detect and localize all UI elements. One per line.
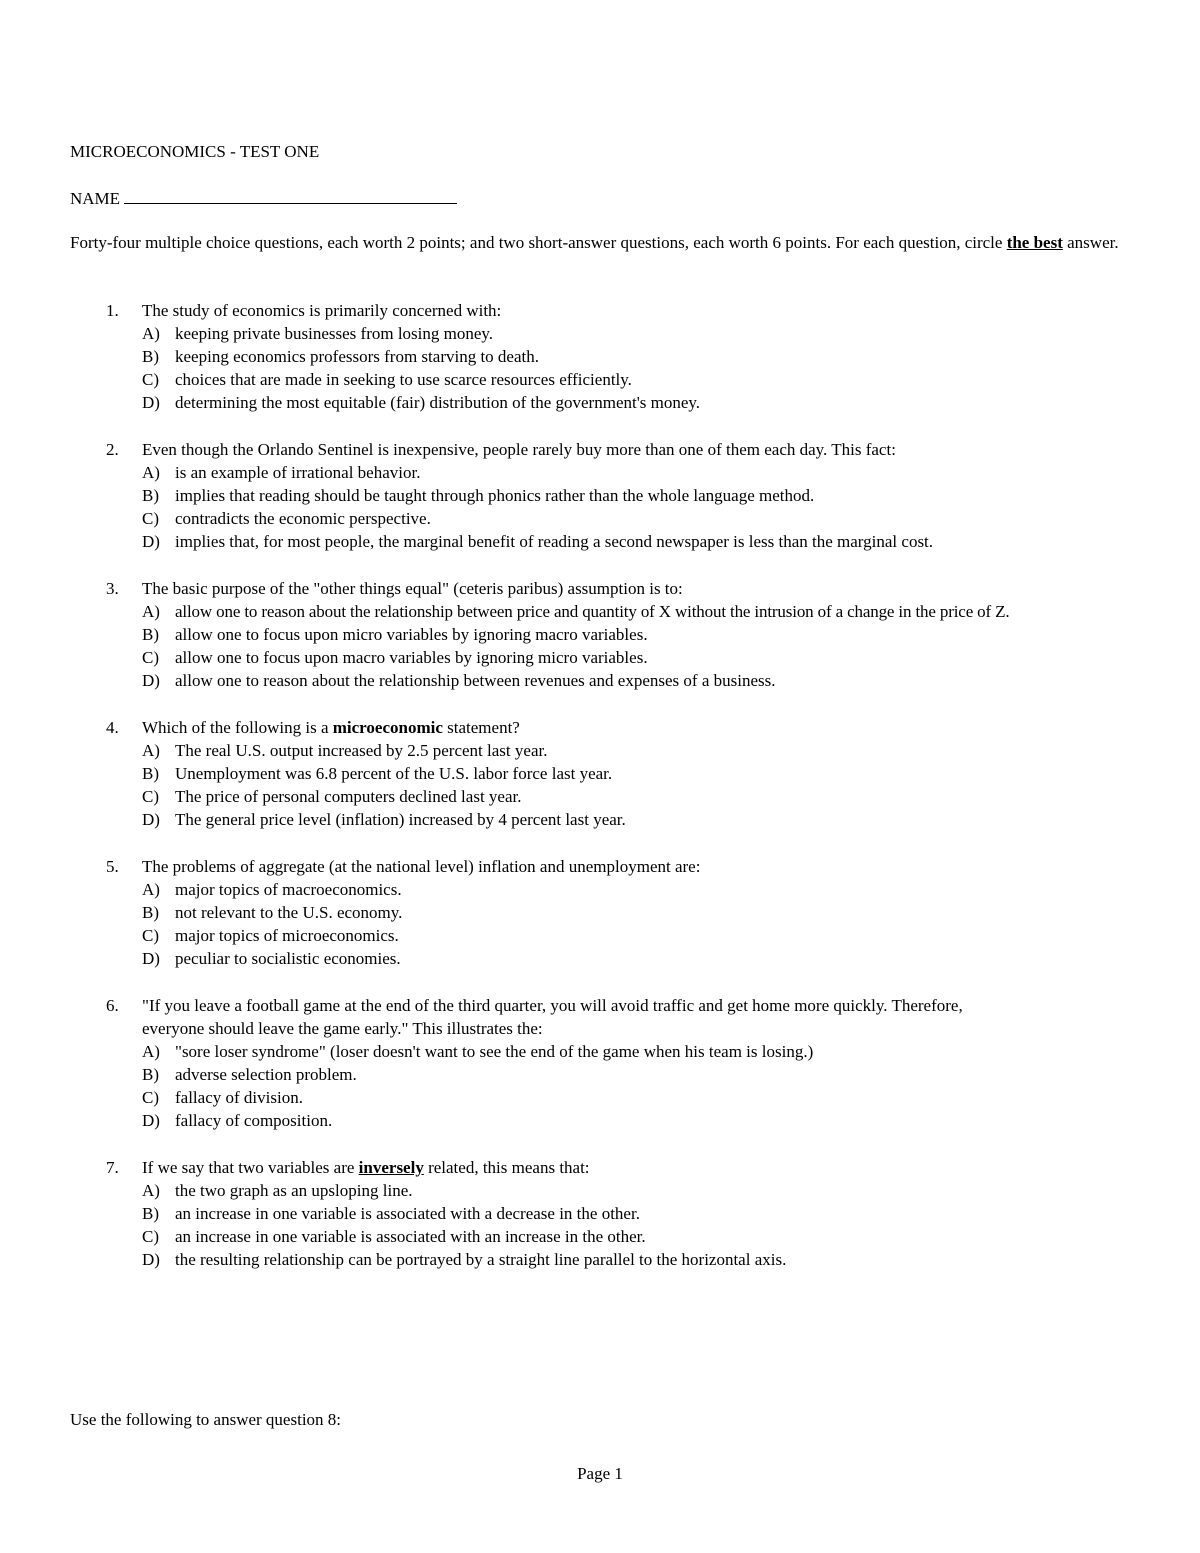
instructions-emphasis: the best xyxy=(1006,233,1063,252)
option-a xyxy=(70,600,1180,623)
option-text: contradicts the economic perspective. xyxy=(175,509,431,528)
option-a xyxy=(70,739,1180,762)
option-letter: D) xyxy=(142,810,160,829)
option-letter: D) xyxy=(142,949,160,968)
option-letter: A) xyxy=(142,741,160,760)
question-4 xyxy=(70,716,1180,831)
option-c xyxy=(70,924,1180,947)
question-5 xyxy=(70,855,1180,970)
option-letter: C) xyxy=(142,926,159,945)
question-number: 2. xyxy=(106,440,119,459)
option-d xyxy=(70,1109,1180,1132)
option-text: allow one to reason about the relationship between revenues and expenses of a business. xyxy=(175,671,776,690)
option-text: implies that, for most people, the marginal benefit of reading a second newspaper is less than the marginal cost. xyxy=(175,532,934,551)
stem-keyword: microeconomic xyxy=(332,718,443,737)
option-c xyxy=(70,368,1180,391)
question-stem: The study of economics is primarily concerned with: xyxy=(142,301,502,320)
test-title: MICROECONOMICS - TEST ONE xyxy=(70,142,320,161)
option-text: the resulting relationship can be portrayed by a straight line parallel to the horizontal axis. xyxy=(175,1250,787,1269)
option-text: the two graph as an upsloping line. xyxy=(175,1181,413,1200)
question-3 xyxy=(70,577,1180,692)
option-letter: D) xyxy=(142,1111,160,1130)
option-letter: D) xyxy=(142,1250,160,1269)
stem-line-1: "If you leave a football game at the end of the third quarter, you will avoid traffic and get home more quickly. Therefore, xyxy=(142,996,963,1015)
option-letter: A) xyxy=(142,1181,160,1200)
option-b xyxy=(70,623,1180,646)
stem-line-2: everyone should leave the game early." This illustrates the: xyxy=(142,1019,543,1038)
option-a xyxy=(70,322,1180,345)
option-text: allow one to focus upon macro variables by ignoring micro variables. xyxy=(175,648,648,667)
option-text: keeping private businesses from losing money. xyxy=(175,324,494,343)
option-letter: D) xyxy=(142,532,160,551)
option-text: "sore loser syndrome" (loser doesn't want to see the end of the game when his team is losing.) xyxy=(175,1042,814,1061)
option-text: major topics of microeconomics. xyxy=(175,926,399,945)
option-text: Unemployment was 6.8 percent of the U.S. labor force last year. xyxy=(175,764,613,783)
option-letter: C) xyxy=(142,648,159,667)
option-b xyxy=(70,484,1180,507)
option-d xyxy=(70,1248,1180,1271)
stem-pre: Which of the following is a xyxy=(142,718,333,737)
instructions-part2: answer. xyxy=(1062,233,1119,252)
option-a xyxy=(70,1179,1180,1202)
option-b xyxy=(70,762,1180,785)
question-7 xyxy=(70,1156,1180,1271)
option-letter: B) xyxy=(142,1204,159,1223)
option-letter: A) xyxy=(142,463,160,482)
option-b xyxy=(70,345,1180,368)
option-text: The real U.S. output increased by 2.5 percent last year. xyxy=(175,741,548,760)
option-letter: A) xyxy=(142,324,160,343)
option-text: allow one to focus upon micro variables by ignoring macro variables. xyxy=(175,625,648,644)
stem-keyword: inversely xyxy=(358,1158,424,1177)
question-list xyxy=(70,299,1180,1295)
stem-post: statement? xyxy=(442,718,520,737)
option-letter: C) xyxy=(142,787,159,806)
option-letter: B) xyxy=(142,347,159,366)
option-text: fallacy of composition. xyxy=(175,1111,333,1130)
option-b xyxy=(70,1063,1180,1086)
question-stem: Even though the Orlando Sentinel is inexpensive, people rarely buy more than one of them each day. This fact: xyxy=(142,440,896,459)
option-c xyxy=(70,1225,1180,1248)
option-letter: C) xyxy=(142,370,159,389)
option-c xyxy=(70,785,1180,808)
option-letter: A) xyxy=(142,880,160,899)
option-text: fallacy of division. xyxy=(175,1088,303,1107)
option-letter: B) xyxy=(142,1065,159,1084)
option-letter: A) xyxy=(142,602,160,621)
option-letter: A) xyxy=(142,1042,160,1061)
option-letter: B) xyxy=(142,903,159,922)
option-text: implies that reading should be taught through phonics rather than the whole language method. xyxy=(175,486,815,505)
option-text: an increase in one variable is associated with an increase in the other. xyxy=(175,1227,646,1246)
option-d xyxy=(70,808,1180,831)
option-b xyxy=(70,1202,1180,1225)
question-number: 4. xyxy=(106,718,119,737)
option-d xyxy=(70,669,1180,692)
option-d xyxy=(70,530,1180,553)
option-text: is an example of irrational behavior. xyxy=(175,463,421,482)
option-c xyxy=(70,646,1180,669)
name-field xyxy=(70,186,457,210)
question-stem xyxy=(142,716,1180,739)
option-text: an increase in one variable is associated with a decrease in the other. xyxy=(175,1204,640,1223)
option-letter: D) xyxy=(142,671,160,690)
option-letter: B) xyxy=(142,486,159,505)
option-letter: C) xyxy=(142,1227,159,1246)
option-text: adverse selection problem. xyxy=(175,1065,357,1084)
option-text: not relevant to the U.S. economy. xyxy=(175,903,403,922)
question-8-intro: Use the following to answer question 8: xyxy=(70,1410,342,1429)
question-number: 6. xyxy=(106,996,119,1015)
stem-pre: If we say that two variables are xyxy=(142,1158,359,1177)
option-text: peculiar to socialistic economies. xyxy=(175,949,401,968)
option-letter: C) xyxy=(142,1088,159,1107)
option-c xyxy=(70,507,1180,530)
stem-post: related, this means that: xyxy=(423,1158,590,1177)
option-a xyxy=(70,1040,1180,1063)
option-d xyxy=(70,391,1180,414)
option-b xyxy=(70,901,1180,924)
option-text: choices that are made in seeking to use scarce resources efficiently. xyxy=(175,370,632,389)
question-2 xyxy=(70,438,1180,553)
option-letter: C) xyxy=(142,509,159,528)
option-a xyxy=(70,461,1180,484)
option-text: allow one to reason about the relationship between price and quantity of X without the intrusion of a change in the price of Z. xyxy=(175,602,1010,621)
option-letter: B) xyxy=(142,764,159,783)
option-d xyxy=(70,947,1180,970)
option-letter: B) xyxy=(142,625,159,644)
question-stem xyxy=(142,994,1180,1040)
option-a xyxy=(70,878,1180,901)
option-text: The price of personal computers declined last year. xyxy=(175,787,522,806)
question-1 xyxy=(70,299,1180,414)
option-text: major topics of macroeconomics. xyxy=(175,880,402,899)
instructions-part1: Forty-four multiple choice questions, each worth 2 points; and two short-answer questions, each worth 6 points. For each question, circle xyxy=(70,233,1007,252)
page-number: Page 1 xyxy=(577,1464,623,1483)
question-number: 7. xyxy=(106,1158,119,1177)
option-c xyxy=(70,1086,1180,1109)
question-number: 3. xyxy=(106,579,119,598)
question-stem: The basic purpose of the "other things equal" (ceteris paribus) assumption is to: xyxy=(142,579,683,598)
option-letter: D) xyxy=(142,393,160,412)
name-blank-line xyxy=(124,186,457,204)
name-label: NAME xyxy=(70,189,121,208)
question-number: 5. xyxy=(106,857,119,876)
instructions xyxy=(70,231,1170,254)
option-text: keeping economics professors from starving to death. xyxy=(175,347,539,366)
question-stem xyxy=(142,1156,1180,1179)
option-text: The general price level (inflation) increased by 4 percent last year. xyxy=(175,810,626,829)
question-number: 1. xyxy=(106,301,119,320)
question-6 xyxy=(70,994,1180,1132)
question-stem: The problems of aggregate (at the national level) inflation and unemployment are: xyxy=(142,857,701,876)
option-text: determining the most equitable (fair) distribution of the government's money. xyxy=(175,393,701,412)
